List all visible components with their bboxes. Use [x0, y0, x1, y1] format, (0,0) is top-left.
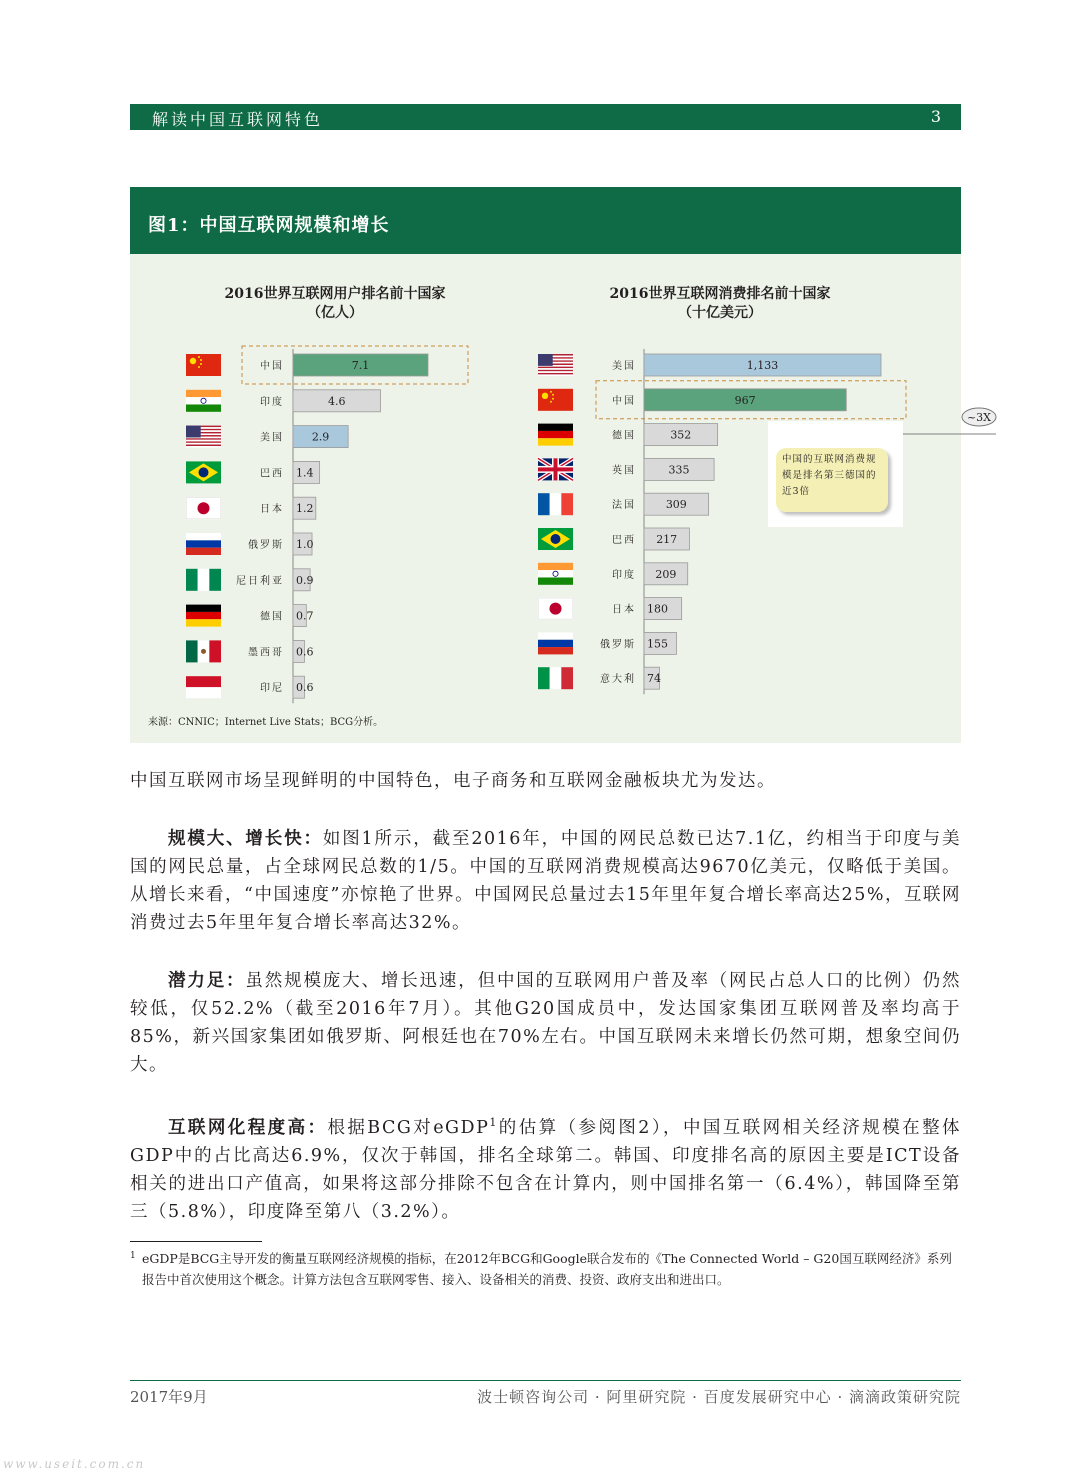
footer-date: 2017年9月 [130, 1388, 208, 1406]
nigeria-flag-icon [186, 569, 221, 591]
china-flag-icon [538, 389, 573, 411]
ratio-badge-label: ~3X [966, 411, 992, 424]
category-label: 墨西哥 [248, 647, 284, 659]
footer-organizations: 波士顿咨询公司 · 阿里研究院 · 百度发展研究中心 · 滴滴政策研究院 [477, 1388, 961, 1406]
japan-flag-icon [538, 598, 573, 620]
paragraph-scale [130, 825, 961, 937]
category-label: 法国 [612, 500, 636, 512]
value-label: 1.0 [296, 538, 314, 551]
germany-flag-icon [186, 605, 221, 627]
value-label: 4.6 [327, 394, 346, 408]
category-label: 巴西 [612, 535, 636, 546]
category-label: 尼日利亚 [236, 575, 284, 587]
category-label: 巴西 [260, 468, 284, 480]
value-label: 967 [734, 393, 756, 407]
footnote [130, 1248, 961, 1290]
india-flag-icon [538, 563, 573, 585]
category-label: 德国 [612, 430, 636, 442]
japan-flag-icon [186, 497, 221, 519]
paragraph-scale-lead: 规模大、增长快： [168, 829, 323, 849]
category-label: 日本 [612, 604, 636, 616]
china-flag-icon [186, 354, 221, 376]
figure-title: 图1：中国互联网规模和增长 [148, 215, 390, 236]
footnote-rule [130, 1241, 262, 1242]
germany-flag-icon [538, 424, 573, 446]
category-label: 德国 [260, 611, 284, 623]
brazil-flag-icon [538, 528, 573, 550]
paragraph-scale-text: 如图1所示，截至2016年，中国的网民总数已达7.1亿，约相当于印度与美国的网民总量，占全球网民总数的1/5。中国的互联网消费规模高达9670亿美元，仅略低于美国。从增长来看，“中国速度”亦惊艳了世界。中国网民总量过去15年里年复合增长率高达25%，互联网消费过去5年里年复合增长率高达32%。 [130, 829, 962, 933]
value-label: 155 [647, 637, 668, 651]
russia-flag-icon [186, 533, 221, 555]
category-label: 俄罗斯 [600, 639, 636, 651]
russia-flag-icon [538, 632, 573, 654]
value-label: 180 [647, 602, 668, 616]
value-label: 0.7 [296, 609, 314, 623]
value-label: 1,133 [746, 359, 779, 372]
footnote-reference[interactable]: 1 [489, 1116, 498, 1129]
value-label: 352 [670, 428, 692, 442]
india-flag-icon [186, 390, 221, 412]
watermark: www.useit.com.cn [3, 1457, 146, 1471]
page-number: 3 [930, 107, 941, 126]
callout-panel [768, 421, 903, 527]
figure-source: 来源：CNNIC；Internet Live Stats；BCG分析。 [148, 717, 384, 728]
paragraph-internet-degree-lead: 互联网化程度高： [168, 1117, 328, 1138]
running-header [130, 104, 961, 130]
value-label: 0.6 [296, 681, 314, 695]
value-label: 1.2 [296, 502, 314, 516]
category-label: 印尼 [260, 683, 284, 695]
italy-flag-icon [538, 667, 573, 689]
running-header-title: 解读中国互联网特色 [152, 110, 324, 129]
category-label: 中国 [260, 361, 284, 372]
footnote-text: eGDP是BCG主导开发的衡量互联网经济规模的指标，在2012年BCG和Google联合发布的《The Connected World – G20国互联网经济》系列报告中首次使用这个概念。计算方法包含互联网零售、接入、设备相关的消费、投资、政府支出和进出口。 [142, 1251, 952, 1287]
usa-flag-icon [186, 426, 221, 448]
value-label: 0.6 [296, 645, 314, 659]
callout-note: 中国的互联网消费规模是排名第三德国的近3倍 [776, 448, 888, 512]
users-chart-title-line2: （亿人） [307, 305, 363, 321]
paragraph-potential-lead: 潜力足： [168, 971, 246, 991]
users-chart-title-line1: 2016世界互联网用户排名前十国家 [224, 286, 446, 302]
spending-chart-title-line2: （十亿美元） [678, 305, 762, 321]
value-label: 2.9 [311, 430, 330, 444]
paragraph-internet-degree [130, 1109, 961, 1226]
category-label: 意大利 [600, 674, 636, 686]
category-label: 印度 [260, 396, 284, 408]
spending-chart-title-line1: 2016世界互联网消费排名前十国家 [609, 286, 831, 302]
value-label: 7.1 [351, 359, 370, 372]
paragraph-internet-degree-text-a: 根据BCG对eGDP [327, 1117, 490, 1138]
france-flag-icon [538, 493, 573, 515]
value-label: 335 [668, 463, 690, 477]
category-label: 中国 [612, 395, 636, 407]
value-label: 1.4 [296, 466, 314, 480]
figure-header [130, 187, 961, 254]
category-label: 日本 [260, 504, 284, 516]
brazil-flag-icon [186, 461, 221, 483]
category-label: 英国 [612, 465, 636, 477]
value-label: 209 [655, 567, 677, 581]
mexico-flag-icon [186, 640, 221, 662]
category-label: 美国 [260, 432, 284, 444]
paragraph-potential [130, 967, 961, 1079]
footer-rule [130, 1380, 961, 1381]
paragraph-internet-degree-text-b: 的估算（参阅图2），中国互联网相关经济规模在整体GDP中的占比高达6.9%，仅次于韩国，排名全球第二。韩国、印度排名高的原因主要是ICT设备相关的进出口产值高，如果将这部分排除不包含在计算内，则中国排名第一（6.4%），韩国降至第三（5.8%），印度降至第八（3.2%）。 [130, 1117, 962, 1222]
users-bar-chart [130, 254, 550, 709]
value-label: 217 [656, 533, 678, 546]
indonesia-flag-icon [186, 676, 221, 698]
value-label: 74 [647, 672, 661, 686]
category-label: 印度 [612, 569, 636, 581]
category-label: 俄罗斯 [248, 540, 284, 551]
uk-flag-icon [538, 458, 573, 480]
value-label: 0.9 [296, 573, 314, 587]
paragraph-potential-text: 虽然规模庞大、增长迅速，但中国的互联网用户普及率（网民占总人口的比例）仍然较低，仅52.2%（截至2016年7月）。其他G20国成员中，发达国家集团互联网普及率均高于85%，新兴国家集团如俄罗斯、阿根廷也在70%左右。中国互联网未来增长仍然可期，想象空间仍大。 [130, 971, 962, 1075]
footnote-mark: 1 [130, 1251, 136, 1261]
paragraph-intro: 中国互联网市场呈现鲜明的中国特色，电子商务和互联网金融板块尤为发达。 [130, 771, 776, 791]
category-label: 美国 [612, 361, 636, 372]
usa-flag-icon [538, 354, 573, 376]
value-label: 309 [665, 498, 687, 512]
